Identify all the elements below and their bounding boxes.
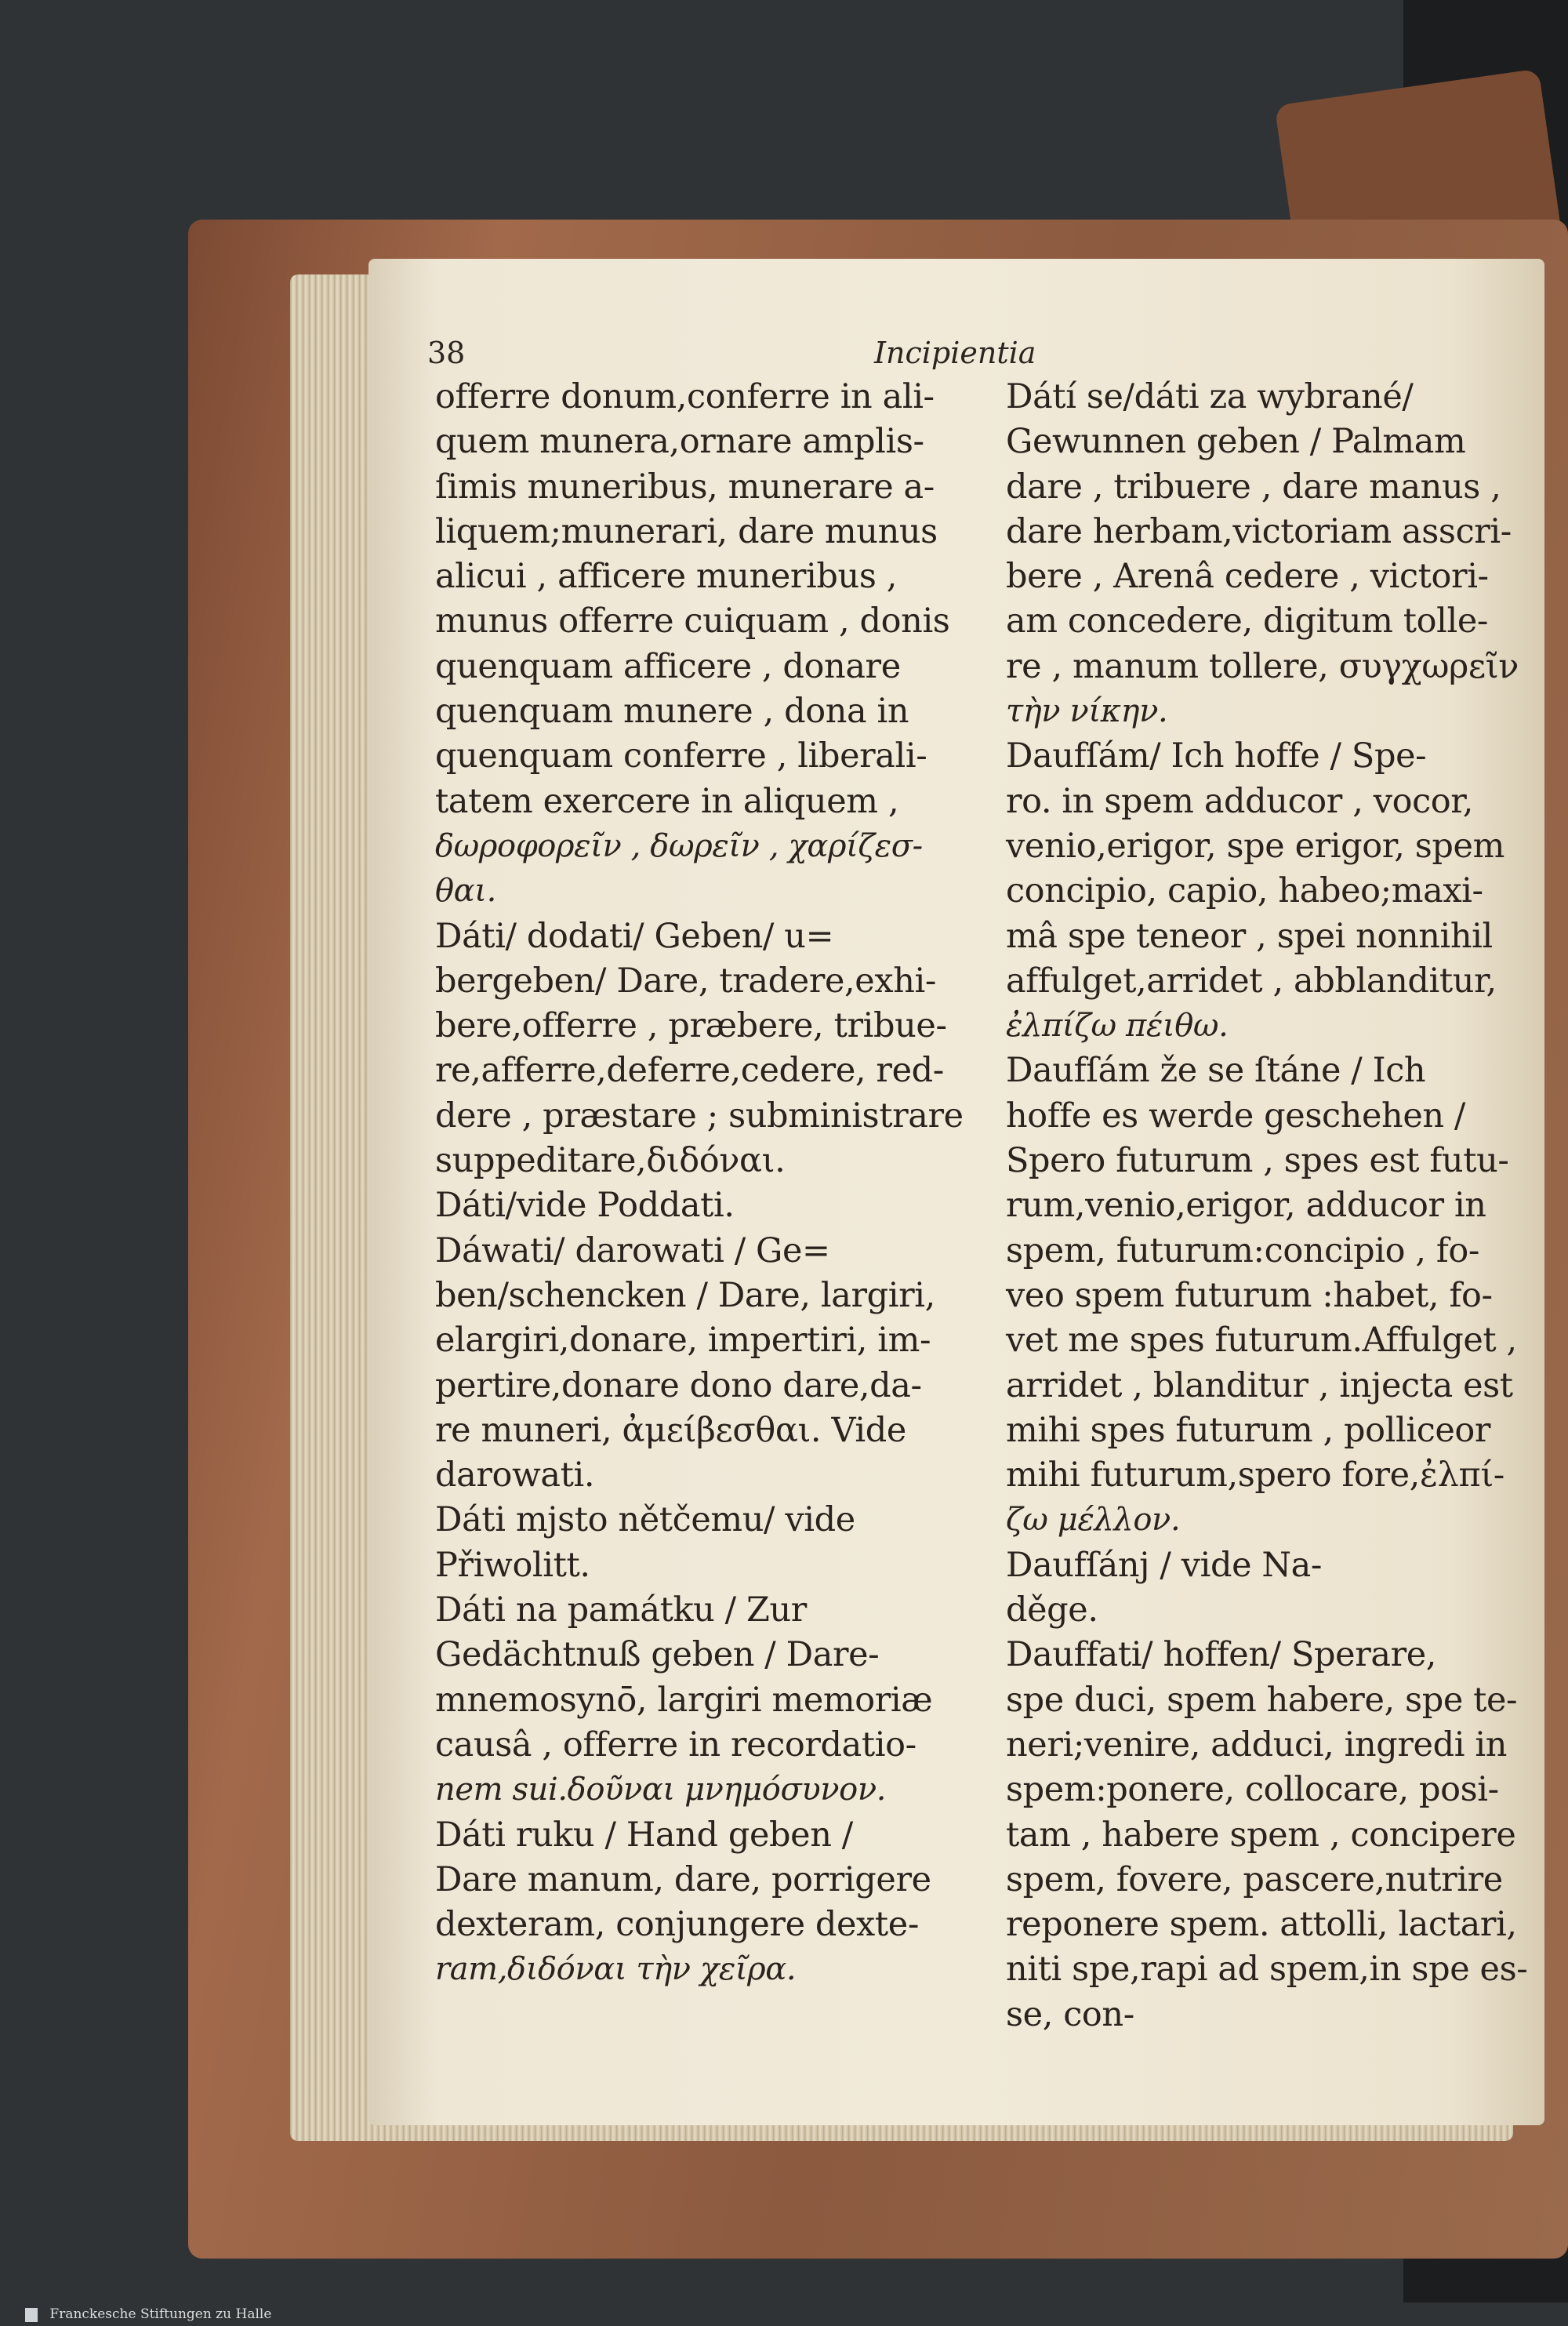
text-line: ben/schencken / Dare, largiri, bbox=[435, 1275, 935, 1315]
text-line: elargiri,donare, impertiri, im- bbox=[435, 1321, 931, 1361]
text-line: bergeben/ Dare, tradere,exhi- bbox=[435, 961, 936, 1001]
text-line: concipio, capio, habeo;maxi- bbox=[1006, 871, 1483, 911]
text-line: re,afferre,deferre,cedere, red- bbox=[435, 1051, 944, 1091]
text-line: quenquam munere , dona in bbox=[435, 692, 909, 732]
text-line: τὴν νίκην. bbox=[1006, 693, 1168, 730]
institution-logo-icon bbox=[25, 2308, 38, 2322]
text-line: bere , Arenâ cedere , victori- bbox=[1006, 557, 1489, 597]
text-line: mnemosynō, largiri memoriæ bbox=[435, 1680, 933, 1720]
text-line: Dáti na památku / Zur bbox=[435, 1590, 807, 1630]
text-line: děge. bbox=[1006, 1590, 1098, 1630]
text-line: quem munera,ornare amplis- bbox=[435, 422, 924, 462]
text-line: vet me spes futurum.Affulget , bbox=[1006, 1321, 1517, 1361]
text-line: munus offerre cuiquam , donis bbox=[435, 601, 950, 641]
text-line: Přiwolitt. bbox=[435, 1545, 590, 1585]
text-line: spem:ponere, collocare, posi- bbox=[1006, 1770, 1499, 1810]
running-head: Incipientia bbox=[874, 336, 1036, 370]
text-line: causâ , offerre in recordatio- bbox=[435, 1725, 916, 1764]
text-line: Spero futurum , spes est futu- bbox=[1006, 1141, 1509, 1181]
left-column bbox=[435, 375, 1000, 1993]
text-line: se, con- bbox=[1006, 1994, 1134, 2034]
text-line: ſimis muneribus, munerare a- bbox=[435, 467, 935, 507]
text-line: mihi spes futurum , polliceor bbox=[1006, 1410, 1491, 1450]
footer-institution: Franckesche Stiftungen zu Halle bbox=[49, 2306, 272, 2322]
right-column bbox=[1006, 375, 1533, 2037]
footer-bar bbox=[0, 2302, 1568, 2326]
text-line: veo spem futurum :habet, fo- bbox=[1006, 1275, 1493, 1315]
text-line: δωροφορεῖν , δωρεῖν , χαρίζεσ- bbox=[435, 827, 923, 864]
text-line: darowati. bbox=[435, 1456, 595, 1496]
page-number: 38 bbox=[427, 336, 466, 370]
text-line: Dáti mjsto nětčemu/ vide bbox=[435, 1500, 855, 1540]
text-line: ζω μέλλον. bbox=[1006, 1502, 1181, 1539]
text-line: Gewunnen geben / Palmam bbox=[1006, 422, 1466, 462]
text-line: ro. in spem adducor , vocor, bbox=[1006, 781, 1473, 821]
text-line: liquem;munerari, dare munus bbox=[435, 511, 938, 551]
text-line: quenquam conferre , liberali- bbox=[435, 736, 927, 776]
text-line: Dare manum, dare, porrigere bbox=[435, 1859, 931, 1899]
text-line: Daufſám že se ſtáne / Ich bbox=[1006, 1051, 1426, 1091]
text-line: Daufſánj / vide Na- bbox=[1006, 1545, 1322, 1585]
text-line: tam , habere spem , concipere bbox=[1006, 1815, 1516, 1855]
text-line: nem sui.δοῦναι μνημόσυνον. bbox=[435, 1772, 887, 1808]
text-line: spem, fovere, pascere,nutrire bbox=[1006, 1859, 1503, 1899]
text-line: pertire,donare dono dare,da- bbox=[435, 1365, 922, 1405]
text-line: mihi futurum,spero fore,ἐλπί- bbox=[1006, 1456, 1504, 1496]
text-line: Gedächtnuß geben / Dare- bbox=[435, 1635, 880, 1675]
text-line: spe duci, spem habere, spe te- bbox=[1006, 1680, 1518, 1720]
text-line: spem, futurum:concipio , fo- bbox=[1006, 1230, 1480, 1270]
text-line: bere,offerre , præbere, tribue- bbox=[435, 1006, 947, 1046]
text-line: re muneri, ἀμείβεσθαι. Vide bbox=[435, 1410, 906, 1450]
text-line: Dátí se/dáti za wybrané/ bbox=[1006, 377, 1414, 416]
text-line: rum,venio,erigor, adducor in bbox=[1006, 1186, 1486, 1226]
text-line: θαι. bbox=[435, 873, 496, 910]
text-line: neri;venire, adduci, ingredi in bbox=[1006, 1725, 1507, 1764]
text-line: reponere spem. attolli, lactari, bbox=[1006, 1905, 1517, 1945]
text-line: venio,erigor, spe erigor, spem bbox=[1006, 826, 1504, 866]
text-line: ἐλπίζω πέιθω. bbox=[1006, 1008, 1229, 1045]
text-line: quenquam afficere , donare bbox=[435, 646, 901, 686]
text-line: ram,διδόναι τὴν χεῖρα. bbox=[435, 1951, 797, 1988]
text-line: dare , tribuere , dare manus , bbox=[1006, 467, 1501, 507]
text-line: affulget,arridet , abblanditur, bbox=[1006, 961, 1497, 1001]
text-line: Dáti/ dodati/ Geben/ u= bbox=[435, 916, 834, 956]
text-line: am concedere, digitum tolle- bbox=[1006, 601, 1489, 641]
text-line: dere , præstare ; subministrare bbox=[435, 1096, 964, 1136]
text-line: alicui , afficere muneribus , bbox=[435, 557, 898, 597]
text-line: re , manum tollere, συγχωρεῖν bbox=[1006, 646, 1519, 686]
text-line: Daufſám/ Ich hoffe / Spe- bbox=[1006, 736, 1427, 776]
text-line: hoffe es werde geschehen / bbox=[1006, 1096, 1466, 1136]
text-line: dexteram, conjungere dexte- bbox=[435, 1905, 919, 1945]
text-line: mâ spe teneor , spei nonnihil bbox=[1006, 916, 1493, 956]
text-line: offerre donum,conferre in ali- bbox=[435, 377, 935, 416]
text-line: Dáti ruku / Hand geben / bbox=[435, 1815, 853, 1855]
text-line: Dáti/vide Poddati. bbox=[435, 1186, 735, 1226]
text-line: tatem exercere in aliquem , bbox=[435, 781, 899, 821]
text-line: Dáwati/ darowati / Ge= bbox=[435, 1230, 830, 1270]
text-line: arridet , blanditur , injecta est bbox=[1006, 1365, 1513, 1405]
text-line: niti spe,rapi ad spem,in spe es- bbox=[1006, 1950, 1528, 1990]
text-line: Dauffati/ hoffen/ Sperare, bbox=[1006, 1635, 1437, 1675]
text-line: suppeditare,διδόναι. bbox=[435, 1141, 786, 1181]
text-line: dare herbam,victoriam asscri- bbox=[1006, 511, 1512, 551]
